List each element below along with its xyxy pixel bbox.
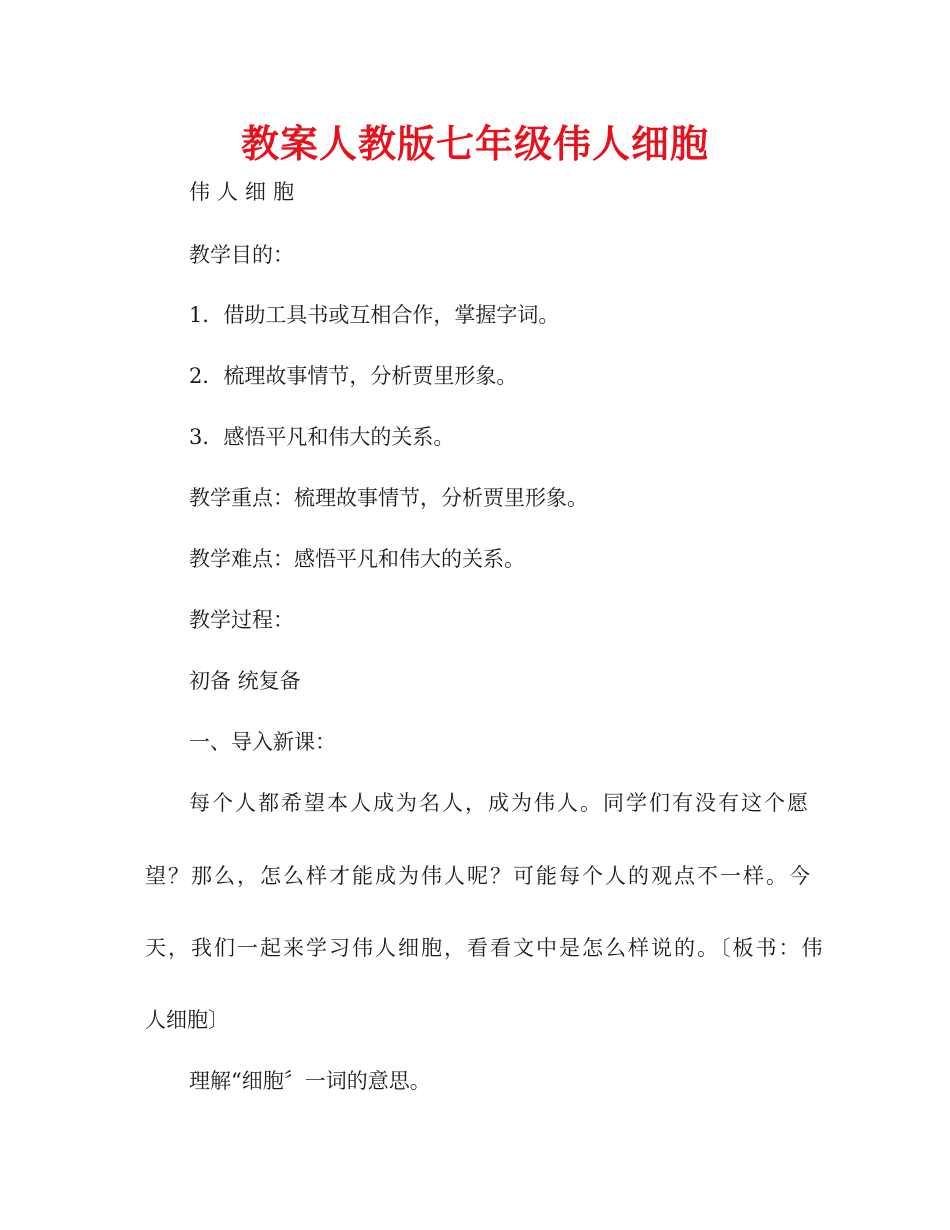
paragraph: 每个人都希望本人成为名人，成为伟人。同学们有没有这个愿 — [189, 791, 810, 815]
paragraph: 理解“细胞〞一词的意思。 — [189, 1069, 431, 1093]
paragraph: 1．借助工具书或互相合作，掌握字词。 — [189, 303, 560, 327]
paragraph: 一、导入新课： — [189, 730, 336, 754]
paragraph: 教学目的： — [189, 243, 294, 267]
lesson-subtitle: 伟人细胞 — [189, 180, 301, 204]
paragraph: 教学过程： — [189, 608, 294, 632]
paragraph: 望？那么，怎么样才能成为伟人呢？可能每个人的观点不一样。今 — [145, 864, 812, 888]
paragraph: 教学难点：感悟平凡和伟大的关系。 — [189, 547, 525, 571]
paragraph: 教学重点：梳理故事情节，分析贾里形象。 — [189, 486, 588, 510]
document-title: 教案人教版七年级伟人细胞 — [240, 122, 709, 166]
paragraph: 初备 统复备 — [189, 669, 301, 693]
paragraph: 人细胞〕 — [145, 1008, 229, 1032]
paragraph: 2．梳理故事情节，分析贾里形象。 — [189, 364, 518, 388]
paragraph: 3．感悟平凡和伟大的关系。 — [189, 425, 455, 449]
paragraph: 天，我们一起来学习伟人细胞，看看文中是怎么样说的。〔板书：伟 — [145, 936, 825, 960]
